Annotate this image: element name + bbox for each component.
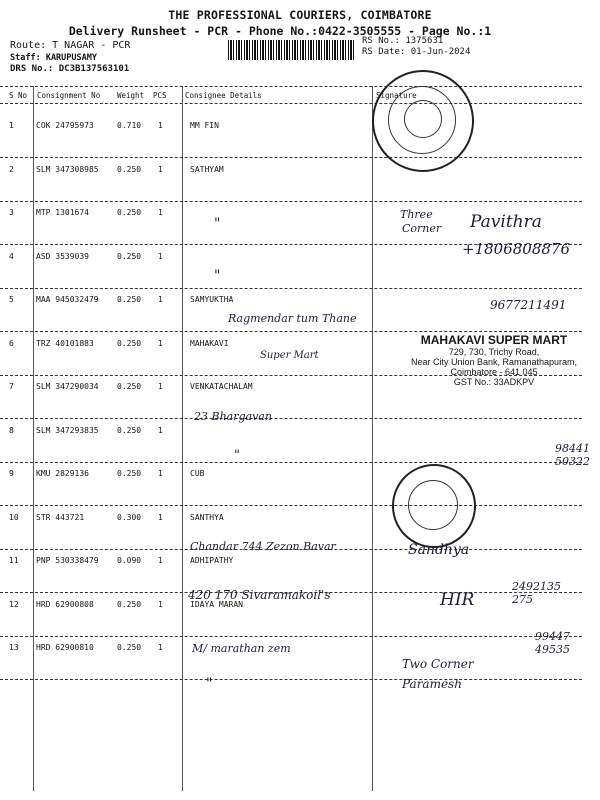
row-consignment-no: SLM 347293835 [36,426,99,435]
col-separator [33,86,34,791]
row-consignee: CUB [190,469,205,478]
handwritten-note: Ragmendar tum Thane [228,312,357,325]
row-consignee: ADHIPATHY [190,556,234,565]
handwritten-note: M/ marathan zem [192,642,291,655]
barcode [228,40,356,60]
row-pcs: 1 [158,382,163,391]
handwritten-phone: 9677211491 [490,298,567,312]
row-divider [0,418,582,419]
row-sno: 6 [9,339,14,348]
rs-date: RS Date: 01-Jun-2024 [362,47,471,57]
row-pcs: 1 [158,252,163,261]
row-weight: 0.300 [117,513,142,522]
header-bottom-rule [0,103,582,104]
row-consignee: SATHYAM [190,165,224,174]
row-consignee: SANTHYA [190,513,224,522]
row-divider [0,505,582,506]
row-consignment-no: HRD 62900808 [36,600,94,609]
row-pcs: 1 [158,556,163,565]
store-address-1: 729, 730, Trichy Road, [448,347,540,357]
row-sno: 4 [9,252,14,261]
row-weight: 0.090 [117,556,142,565]
row-consignment-no: MTP 1301674 [36,208,89,217]
row-consignment-no: STR 443721 [36,513,85,522]
handwritten-ditto: " [234,448,240,463]
bank-round-stamp [392,464,476,548]
row-pcs: 1 [158,339,163,348]
row-consignee: IDAYA MARAN [190,600,243,609]
row-divider [0,288,582,289]
store-gst: GST No.: 33ADKPV [453,377,535,387]
row-divider [0,679,582,680]
row-weight: 0.250 [117,208,142,217]
row-weight: 0.250 [117,165,142,174]
row-consignment-no: TRZ 40101883 [36,339,94,348]
row-consignment-no: ASD 3539039 [36,252,89,261]
col-header-signature: Signature [376,91,417,100]
row-sno: 5 [9,295,14,304]
store-stamp [404,333,584,387]
handwritten-signature: Sandhya [408,542,470,558]
row-consignee: MAHAKAVI [190,339,229,348]
row-sno: 10 [9,513,19,522]
row-weight: 0.250 [117,252,142,261]
col-header-pcs: PCS [153,91,167,100]
row-pcs: 1 [158,295,163,304]
row-sno: 3 [9,208,14,217]
col-separator [182,86,183,791]
row-consignment-no: SLM 347308985 [36,165,99,174]
row-sno: 11 [9,556,19,565]
col-header-sno: S No [9,91,28,100]
row-sno: 12 [9,600,19,609]
document-title: THE PROFESSIONAL COURIERS, COIMBATORE [168,8,432,22]
store-address-2: Near City Union Bank, Ramanathapuram, [410,357,578,367]
handwritten-signature: Pavithra [470,212,542,232]
handwritten-ditto: " [214,216,221,232]
row-sno: 2 [9,165,14,174]
col-header-weight: Weight [117,91,145,100]
row-consignment-no: SLM 347290034 [36,382,99,391]
drs-number: DRS No.: DC3B137563101 [10,64,130,74]
document-subtitle: Delivery Runsheet - PCR - Phone No.:0422-3505555 - Page No.:1 [68,24,492,38]
handwritten-signature: Two Corner Paramesh [402,657,474,691]
col-header-consignee: Consignee Details [185,91,262,100]
row-sno: 7 [9,382,14,391]
row-weight: 0.250 [117,600,142,609]
handwritten-note: Super Mart [260,350,319,361]
row-consignment-no: COK 24795973 [36,121,94,130]
rs-number: RS No.: 1375631 [362,36,444,46]
handwritten-phone: 98441 50322 [555,442,590,468]
row-weight: 0.250 [117,643,142,652]
row-divider [0,157,582,158]
row-pcs: 1 [158,208,163,217]
row-pcs: 1 [158,600,163,609]
row-pcs: 1 [158,643,163,652]
row-pcs: 1 [158,513,163,522]
row-divider [0,636,582,637]
row-sno: 1 [9,121,14,130]
row-consignment-no: HRD 62900810 [36,643,94,652]
row-sno: 13 [9,643,19,652]
handwritten-ditto: " [206,676,213,692]
row-sno: 8 [9,426,14,435]
handwritten-amount: 2492135 275 [512,580,561,606]
store-address-3: Coimbatore - 641 045 [450,367,538,377]
row-weight: 0.250 [117,339,142,348]
row-pcs: 1 [158,426,163,435]
handwritten-signature: HIR [440,590,475,610]
row-consignment-no: MAA 945032479 [36,295,99,304]
handwritten-note: Three [400,208,433,221]
row-weight: 0.250 [117,426,142,435]
staff-label: Staff: KARUPUSAMY [10,53,97,63]
col-header-consignment: Consignment No [37,91,101,100]
header-top-rule [0,86,582,87]
company-round-stamp [372,70,474,172]
row-weight: 0.250 [117,295,142,304]
row-divider [0,201,582,202]
store-name: MAHAKAVI SUPER MART [420,333,568,347]
row-divider [0,331,582,332]
row-consignment-no: PNP 530338479 [36,556,99,565]
row-pcs: 1 [158,121,163,130]
route-label: Route: T NAGAR - PCR [10,40,131,51]
row-weight: 0.250 [117,469,142,478]
col-separator [372,86,373,791]
row-consignment-no: KMU 2829136 [36,469,89,478]
handwritten-note: Corner [402,222,442,235]
handwritten-phone: +1806808876 [462,240,571,258]
row-weight: 0.250 [117,382,142,391]
handwritten-ditto: " [214,268,221,284]
row-consignee: MM FIN [190,121,219,130]
row-pcs: 1 [158,165,163,174]
handwritten-note: 420 170 Sivaramakoil's [188,588,331,602]
handwritten-note: Chandar 744 Zezon Bavar [190,540,336,553]
row-consignee: SAMYUKTHA [190,295,234,304]
handwritten-note: 23 Bhargavan [194,410,272,423]
row-weight: 0.710 [117,121,142,130]
row-pcs: 1 [158,469,163,478]
row-consignee: VENKATACHALAM [190,382,253,391]
row-divider [0,462,582,463]
row-sno: 9 [9,469,14,478]
handwritten-phone: 99447 49535 [535,630,570,656]
